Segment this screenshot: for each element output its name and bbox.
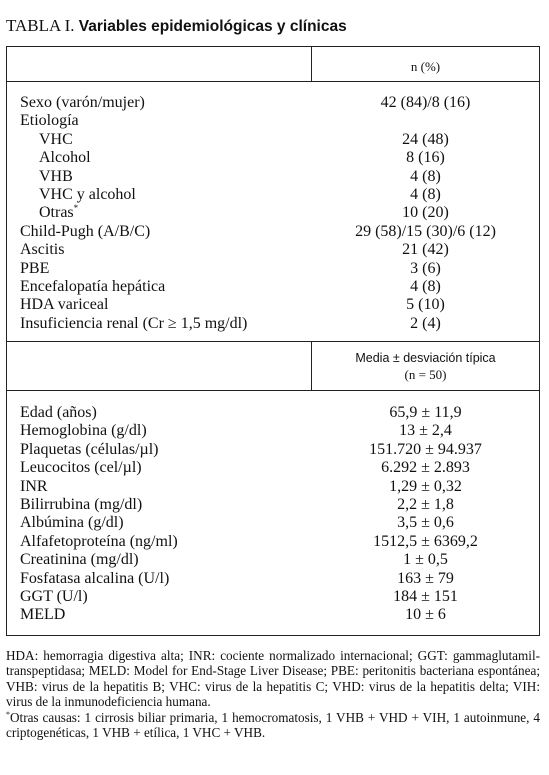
row-label: [20, 441, 159, 459]
row-label-text: Child-Pugh (A/B/C): [20, 222, 151, 240]
section-categorical: [7, 94, 539, 333]
footnote-abbreviations: HDA: hemorragia digestiva alta; INR: cociente normalizado internacional; GGT: gammaglutamil-transpeptidasa; MELD: Model for End-Stage Liver Disease; PBE: peritonitis bacteriana espontánea; VHB: virus de la hepatitis B; VHC: virus de la hepatitis C; VHD: virus de la hepatitis delta; VIH: virus de la inmunodeficiencia humana.: [6, 648, 540, 710]
row-label-text: Etiología: [20, 112, 79, 130]
table-row: [7, 315, 539, 333]
row-label: [20, 570, 169, 588]
row-value: 6.292 ± 2.893: [381, 459, 470, 477]
row-label-text: Leucocitos (cel/µl): [20, 459, 142, 477]
row-label: [20, 533, 178, 551]
header-rule-2: [7, 390, 539, 391]
table-row: [7, 149, 539, 167]
row-label-text: Alcohol: [39, 149, 91, 167]
row-value: 8 (16): [406, 149, 445, 167]
row-value: 10 (20): [402, 204, 449, 222]
header-rule-1: [7, 81, 539, 82]
table-row: [7, 223, 539, 241]
row-label-text: Ascitis: [20, 241, 65, 259]
row-label: [20, 260, 49, 278]
table-caption: Variables epidemiológicas y clínicas: [78, 18, 347, 35]
row-label: [39, 149, 91, 167]
row-value: 2,2 ± 1,8: [397, 495, 454, 513]
section-continuous: [7, 404, 539, 625]
table-row: [7, 588, 539, 606]
row-label-text: VHC y alcohol: [39, 185, 136, 203]
row-label-text: GGT (U/l): [20, 587, 88, 605]
row-label-text: INR: [20, 477, 48, 495]
table-row: [7, 204, 539, 222]
row-label: [20, 588, 88, 606]
row-value: 42 (84)/8 (16): [380, 94, 471, 111]
row-label: [20, 496, 142, 514]
row-label-text: Bilirrubina (mg/dl): [20, 495, 143, 513]
row-value: 184 ± 151: [393, 587, 458, 605]
table-row: [7, 422, 539, 440]
row-label-text: Hemoglobina (g/dl): [20, 422, 147, 440]
table-label: TABLA I.: [6, 16, 75, 35]
column-header-mean: Media ± desviación típica: [355, 351, 496, 365]
row-label: [20, 404, 97, 422]
table-row: [7, 459, 539, 477]
table-row: [7, 606, 539, 624]
row-label-text: Fosfatasa alcalina (U/l): [20, 569, 170, 587]
row-label-text: Otras: [39, 204, 74, 222]
table-title: [6, 16, 347, 37]
row-label: [20, 223, 150, 241]
row-label-text: Plaquetas (células/µl): [20, 440, 159, 458]
row-label: [39, 204, 78, 222]
table-row: [7, 241, 539, 259]
row-label: [20, 422, 147, 440]
row-value: 65,9 ± 11,9: [389, 404, 462, 421]
table-row: [7, 168, 539, 186]
table-row: [7, 94, 539, 112]
row-label: [39, 168, 73, 186]
row-label: [39, 131, 73, 149]
table-row: [7, 570, 539, 588]
data-table: [6, 46, 540, 636]
row-label: [20, 241, 64, 259]
row-label-text: Encefalopatía hepática: [20, 277, 166, 295]
row-label-text: Insuficiencia renal (Cr ≥ 1,5 mg/dl): [20, 314, 248, 332]
table-row: [7, 478, 539, 496]
row-label-text: Albúmina (g/dl): [20, 514, 124, 532]
row-value: 1 ± 0,5: [403, 551, 448, 569]
table-row: [7, 278, 539, 296]
footnote-others: [6, 710, 540, 741]
row-value: 2 (4): [410, 314, 441, 332]
table-row: [7, 514, 539, 532]
row-label: [20, 94, 145, 112]
row-label-text: Alfafetoproteína (ng/ml): [20, 532, 178, 550]
row-label: [20, 478, 48, 496]
row-value: 1512,5 ± 6369,2: [373, 532, 478, 550]
row-label-text: HDA variceal: [20, 296, 109, 314]
table-row: [7, 112, 539, 130]
row-value: 13 ± 2,4: [399, 422, 452, 440]
table-row: [7, 533, 539, 551]
table-row: [7, 260, 539, 278]
table-row: [7, 186, 539, 204]
row-label-text: Edad (años): [20, 404, 97, 421]
section-rule: [7, 341, 539, 342]
table-row: [7, 131, 539, 149]
row-value: 29 (58)/15 (30)/6 (12): [355, 222, 496, 240]
row-label: [20, 606, 65, 624]
footnotes: [6, 648, 540, 740]
row-value: 4 (8): [410, 185, 441, 203]
column-header-n: n (%): [410, 59, 441, 74]
row-label-text: VHB: [39, 167, 73, 185]
row-value: 3,5 ± 0,6: [397, 514, 454, 532]
row-value: 3 (6): [410, 259, 441, 277]
footnote-marker: *: [6, 709, 10, 719]
row-value: 24 (48): [402, 130, 449, 148]
row-label: [20, 459, 142, 477]
row-value: 5 (10): [406, 296, 445, 314]
row-value: 4 (8): [410, 277, 441, 295]
column-header-n-total: (n = 50): [404, 367, 447, 382]
row-label-text: Creatinina (mg/dl): [20, 551, 139, 569]
footnote-others-text: Otras causas: 1 cirrosis biliar primaria, 1 hemocromatosis, 1 VHB + VHD + VIH, 1 autoinmune, 4 criptogenéticas, 1 VHB + etílica, 1 VHC + VHB.: [6, 709, 540, 741]
row-footnote-marker: *: [73, 203, 79, 214]
table-row: [7, 441, 539, 459]
row-label-text: VHC: [39, 130, 73, 148]
row-label: [20, 296, 108, 314]
row-label: [20, 278, 165, 296]
table-row: [7, 496, 539, 514]
row-label-text: PBE: [20, 259, 50, 277]
row-label: [20, 514, 124, 532]
row-label-text: MELD: [20, 606, 66, 624]
row-value: 4 (8): [410, 167, 441, 185]
table-row: [7, 551, 539, 569]
row-value: 163 ± 79: [397, 569, 454, 587]
row-value: 21 (42): [402, 241, 449, 259]
row-value: 1,29 ± 0,32: [389, 477, 462, 495]
table-row: [7, 296, 539, 314]
row-label: [20, 551, 139, 569]
table-row: [7, 404, 539, 422]
row-label: [39, 186, 136, 204]
row-value: 10 ± 6: [405, 606, 446, 624]
row-value: 151.720 ± 94.937: [369, 440, 482, 458]
row-label: [20, 315, 247, 333]
row-label-text: Sexo (varón/mujer): [20, 94, 145, 111]
row-label: [20, 112, 79, 130]
